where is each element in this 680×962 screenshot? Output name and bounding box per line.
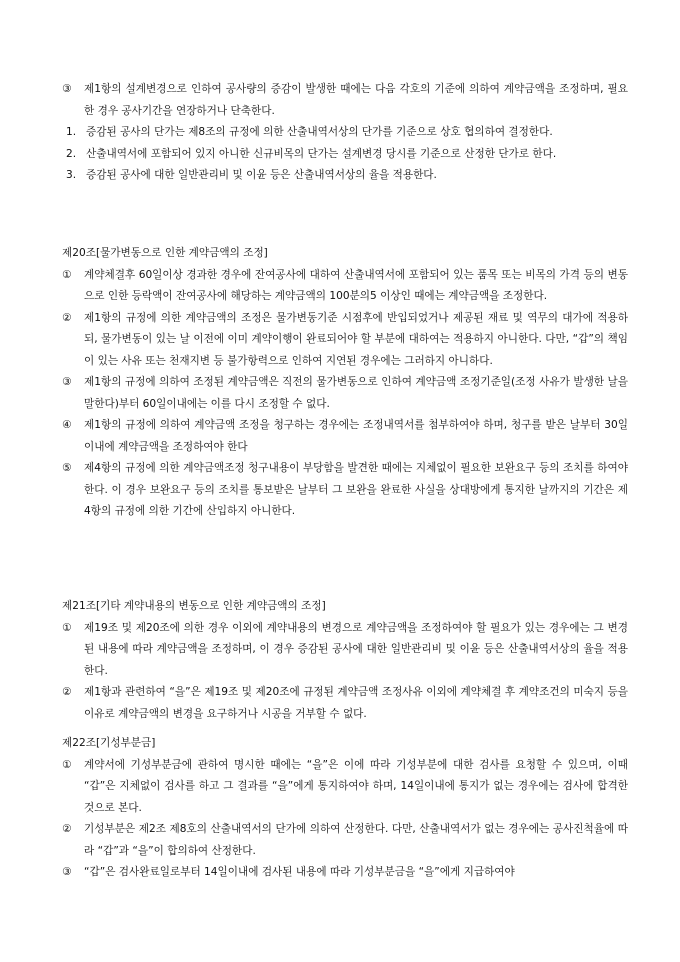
paragraph-marker: ④: [62, 419, 72, 431]
paragraph-marker: ③: [62, 376, 72, 388]
paragraph-text: “갑”은 검사완료일로부터 14일이내에 검사된 내용에 따라 기성부분금을 “을”에게 지급하여야: [84, 866, 515, 878]
paragraph-1: [62, 755, 628, 820]
paragraph-3: [62, 862, 628, 884]
article-20: [62, 243, 628, 523]
item-marker: 2.: [66, 147, 77, 160]
paragraph-text: 제19조 및 제20조에 의한 경우 이외에 계약내용의 변경으로 계약금액을 조정하여야 할 필요가 있는 경우에는 그 변경된 내용에 따라 계약금액을 조정하며, 이 경우 증감된 공사에 대한 일반관리비 및 이윤 등은 산출내역서상의 율을 적용한다.: [84, 621, 628, 677]
item-text: 증감된 공사의 단가는 제8조의 규정에 의한 산출내역서상의 단가를 기준으로 상호 협의하여 결정한다.: [86, 126, 553, 138]
paragraph-text: 계약서에 기성부분금에 관하여 명시한 때에는 “을”은 이에 따라 기성부분에 대한 검사를 요청할 수 있으며, 이때 “갑”은 지체없이 검사를 하고 그 결과를 “을”에게 통지하여야 하며, 14일이내에 통지가 없는 경우에는 검사에 합격한 것으로 본다.: [84, 758, 628, 814]
article-heading: 제21조[기타 계약내용의 변동으로 인한 계약금액의 조정]: [62, 600, 326, 612]
item-text: 증감된 공사에 대한 일반관리비 및 이윤 등은 산출내역서상의 율을 적용한다.: [86, 169, 437, 181]
article-22: [62, 733, 628, 884]
paragraph-5: [62, 458, 628, 523]
paragraph-marker: ②: [62, 311, 72, 324]
paragraph-marker: ①: [62, 268, 72, 281]
paragraph-marker: ①: [62, 758, 72, 771]
paragraph-text: 기성부분은 제2조 제8호의 산출내역서의 단가에 의하여 산정한다. 다만, 산출내역서가 없는 경우에는 공사진척율에 따라 “갑”과 “을”이 합의하여 산정한다.: [84, 823, 628, 857]
paragraph-marker: ②: [62, 686, 72, 698]
paragraph-2: [62, 682, 628, 725]
article-21: [62, 596, 628, 725]
item-text: 산출내역서에 포함되어 있지 아니한 신규비목의 단가는 설계변경 당시를 기준으로 산정한 단가로 한다.: [86, 147, 557, 160]
paragraph-2: [62, 308, 628, 373]
paragraph-marker: ⑤: [62, 462, 72, 474]
paragraph-text: 제1항의 설계변경으로 인하여 공사량의 증감이 발생한 때에는 다음 각호의 기준에 의하여 계약금액을 조정하며, 필요한 경우 공사기간을 연장하거나 단축한다.: [84, 83, 628, 117]
article-heading: 제22조[기성부분금]: [62, 737, 156, 749]
paragraph-1: [62, 618, 628, 683]
paragraph-text: 제4항의 규정에 의한 계약금액조정 청구내용이 부당함을 발견한 때에는 지체없이 필요한 보완요구 등의 조치를 하여야 한다. 이 경우 보완요구 등의 조치를 통보받은 날부터 그 보완을 완료한 사실을 상대방에게 통지한 날까지의 기간은 제4항의 규정에 의한 기간에 산입하지 아니한다.: [84, 462, 628, 517]
paragraph-text: 제1항과 관련하여 “을”은 제19조 및 제20조에 규정된 계약금액 조정사유 이외에 계약체결 후 계약조건의 미숙지 등을 이유로 계약금액의 변경을 요구하거나 시공을 거부할 수 없다.: [84, 686, 628, 720]
paragraph-text: 계약체결후 60일이상 경과한 경우에 잔여공사에 대하여 산출내역서에 포함되어 있는 품목 또는 비목의 가격 등의 변동으로 인한 등락액이 잔여공사에 해당하는 계약금액의 100분의5 이상인 때에는 계약금액을 조정한다.: [84, 268, 628, 302]
paragraph-text: 제1항의 규정에 의하여 계약금액 조정을 청구하는 경우에는 조정내역서를 첨부하여야 하며, 청구를 받은 날부터 30일 이내에 계약금액을 조정하여야 한다: [84, 419, 628, 453]
paragraph-marker: ②: [62, 823, 72, 835]
article-heading: 제20조[물가변동으로 인한 계약금액의 조정]: [62, 247, 268, 259]
list-item-2: [62, 144, 628, 166]
paragraph-marker: ③: [62, 866, 72, 878]
paragraph-4: [62, 415, 628, 458]
item-marker: 1.: [66, 126, 77, 138]
paragraph-3: [62, 372, 628, 415]
paragraph-marker: ①: [62, 621, 72, 634]
paragraph-1: [62, 265, 628, 308]
item-marker: 3.: [66, 169, 77, 181]
paragraph-text: 제1항의 규정에 의하여 조정된 계약금액은 직전의 물가변동으로 인하여 계약금액 조정기준일(조정 사유가 발생한 날을 말한다)부터 60일이내에는 이를 다시 조정할 수 없다.: [84, 376, 628, 410]
paragraph-2: [62, 819, 628, 862]
list-item-1: [62, 122, 628, 144]
paragraph-3: [62, 79, 628, 122]
list-item-3: [62, 165, 628, 187]
paragraph-marker: ③: [62, 83, 72, 95]
article-19-continuation: [62, 79, 628, 187]
paragraph-text: 제1항의 규정에 의한 계약금액의 조정은 물가변동기준 시점후에 반입되었거나 제공된 재료 및 역무의 대가에 적용하되, 물가변동이 있는 날 이전에 이미 계약이행이 완료되어야 할 부분에 대하여는 적용하지 아니한다. 다만, “갑”의 책임이 있는 사유 또는 천재지변 등 불가항력으로 인하여 지연된 경우에는 그러하지 아니하다.: [84, 311, 628, 367]
